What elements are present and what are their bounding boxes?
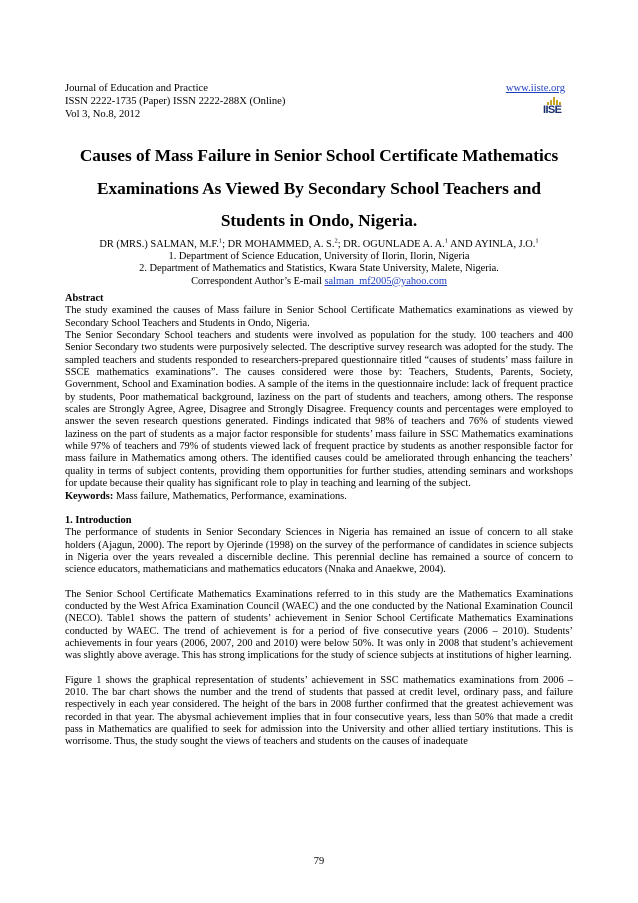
corresponding-email-link[interactable]: salman_mf2005@yahoo.com [324, 275, 447, 287]
journal-header [65, 83, 565, 121]
intro-paragraph-1: The performance of students in Senior Secondary Sciences in Nigeria has remained an issue of concern to all stake holders (Ajagun, 2000). The report by Ojerinde (1998) on the survey of the performance of candidates in science subjects in Nigeria over the years revealed a discernible decline. This perennial decline has remained a source of concern to science educators, mathematicians and mathematics educators (Nnaka and Anaekwe, 2004). [65, 527, 573, 576]
page-number: 79 [313, 856, 325, 867]
intro-paragraph-3: Figure 1 shows the graphical representation of students’ achievement in SSC mathematics examinations from 2006 – 2010. The bar chart shows the number and the trend of students that passed at credit level, ordinary pass, and failure respectively in each year considered. The height of the bars in 2008 further confirmed that the greatest achievement was recorded in that year. The abysmal achievement implies that in four consecutive years, less than 50% that made a credit pass in Mathematics are qualified to seek for admission into the University and other allied tertiary institutions. This is worrisome. Thus, the study sought the views of teachers and students on the causes of inadequate [65, 674, 573, 748]
journal-name: Journal of Education and Practice [65, 83, 208, 94]
author-3: ; DR. OGUNLADE A. A. [337, 239, 445, 250]
keywords [65, 491, 573, 503]
journal-url-link[interactable]: www.iiste.org [505, 83, 565, 94]
author-2: ; DR MOHAMMED, A. S. [222, 239, 335, 250]
iiste-logo-icon [543, 97, 565, 117]
author-2-affil: 2 [334, 237, 338, 245]
intro-heading: 1. Introduction [65, 514, 132, 526]
title-line-2: Examinations As Viewed By Secondary School Teachers and [96, 178, 542, 198]
affiliation-2: 2. Department of Mathematics and Statistics, Kwara State University, Malete, Nigeria. [139, 263, 499, 275]
author-list [65, 239, 573, 251]
author-block [65, 239, 573, 288]
journal-issn: ISSN 2222-1735 (Paper) ISSN 2222-288X (Online) [65, 95, 286, 107]
affiliation-1: 1. Department of Science Education, University of Ilorin, Ilorin, Nigeria [168, 251, 470, 263]
author-3-affil: 1 [444, 237, 449, 245]
journal-volume: Vol 3, No.8, 2012 [65, 108, 141, 120]
intro-paragraph-2: The Senior School Certificate Mathematics Examinations referred to in this study are the Mathematics Examinations conducted by the West Africa Examination Council (WAEC) and the one conducted by the National Examination Council (NECO). Table1 shows the pattern of students’ achievement in Senior School Certificate Mathematics Examinations conducted by WAEC. The trend of achievement is for a period of five consecutive years (2006 – 2010). Students’ achievements in four years (2006, 2007, 200 and 2010) were below 50%. It was only in 2008 that student’s achievement was slightly above average. This has strong implications for the study of science subjects at institutions of higher learning. [65, 588, 573, 662]
abstract-text-1: The study examined the causes of Mass failure in Senior School Certificate Mathematics examinations as viewed by Secondary School Teachers and Students in Ondo, Nigeria. [65, 305, 573, 329]
abstract-text-2: The Senior Secondary School teachers and students were involved as population for the study. 100 teachers and 400 Senior Secondary two students were purposively selected. The descriptive survey research was adopted for the study. The sampled teachers and students responded to researchers-prepared questionnaire titled “causes of students’ mass failure in SSCE mathematics examinations”. The causes considered were those by: Teachers, Students, Parents, Society, Government, School and Examination bodies. A sample of the items in the questionnaire include: lack of frequent practice by students, Poor mathematical background, laziness on the part of students and teachers, among others. The response scales are Strongly Agree, Agree, Disagree and Strongly Disagree. Frequency counts and percentages were employed to answer the seven research questions generated. Findings indicated that 98% of teachers and 76% of students viewed laziness on the part of students as a major factor responsible for students’ mass failure in SSC Mathematics examinations while 97% of teachers and 79% of students viewed lack of frequent practice by students as another responsible factor for mass failure in Mathematics among others. The identified causes could be ameliorated through enhancing the teachers’ quality in terms of subject contents, providing them opportunities for further studies, attending seminars and workshops for update because their quality has significant role to play in teaching and learning of the subject. [65, 330, 573, 490]
author-1-affil: 1 [218, 237, 223, 245]
abstract-heading: Abstract [65, 293, 104, 304]
keywords-list: Mass failure, Mathematics, Performance, examinations. [113, 490, 347, 502]
logo-text: IISE [543, 104, 562, 116]
journal-info [65, 83, 565, 121]
keywords-label: Keywords: [65, 490, 114, 502]
title-line-3: Students in Ondo, Nigeria. [220, 211, 418, 230]
author-4: AND AYINLA, J.O. [448, 239, 536, 250]
corresponding-author [65, 276, 573, 288]
author-4-affil: 1 [535, 237, 539, 245]
paper-body [65, 293, 573, 749]
corresponding-label: Correspondent Author’s E-mail [191, 275, 325, 287]
author-1: DR (MRS.) SALMAN, M.F. [99, 239, 219, 250]
title-line-1: Causes of Mass Failure in Senior School Certificate Mathematics [79, 146, 559, 165]
paper-title [65, 140, 573, 238]
